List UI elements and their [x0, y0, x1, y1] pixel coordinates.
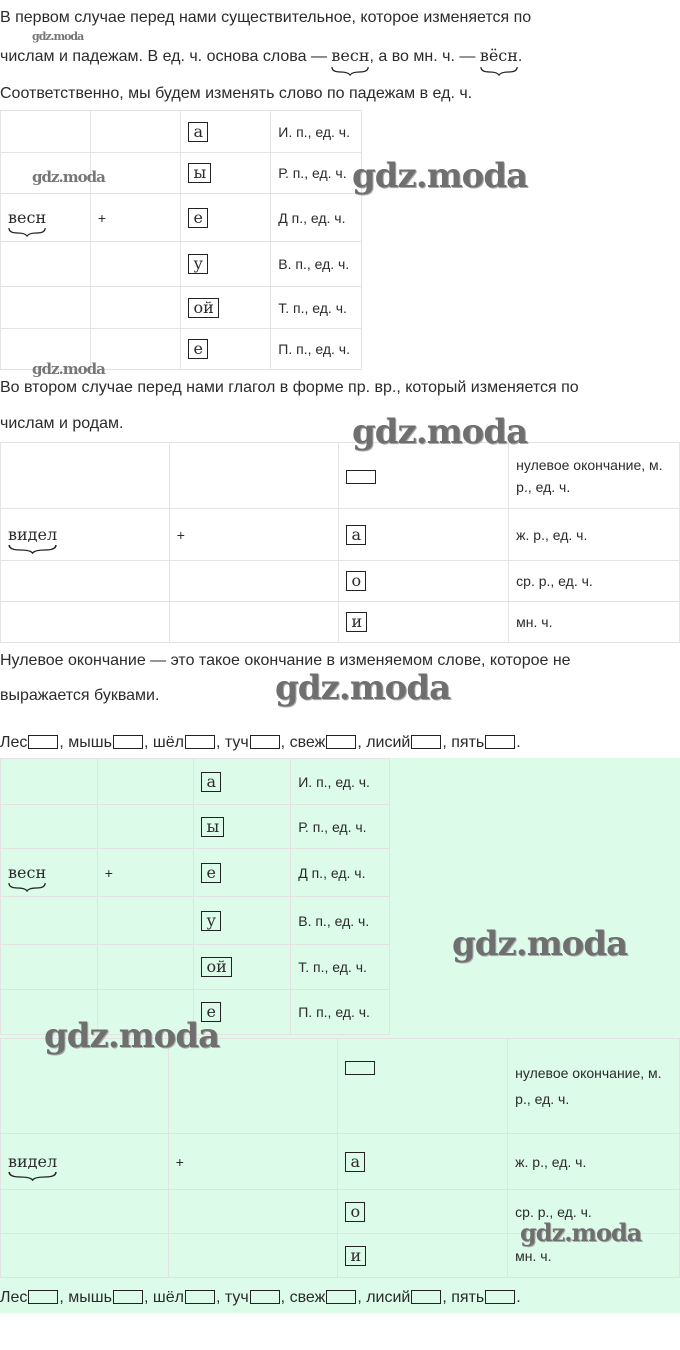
ending-box: у — [188, 254, 207, 274]
zero-ending-box — [345, 1061, 375, 1075]
sep: , — [215, 734, 225, 751]
stem-singular — [331, 46, 369, 66]
intro-line-3: Соответственно, мы будем изменять слово по падежам в ед. ч. — [0, 85, 473, 102]
ending-slot — [485, 1290, 515, 1304]
example-word: лисий — [366, 1289, 411, 1306]
sep: , — [215, 1289, 225, 1306]
intro-line-2-c: . — [517, 48, 523, 65]
ending-box: а — [346, 525, 366, 545]
zero-def-line-1: Нулевое окончание — это такое окончание в изменяемом слове, которое не — [0, 652, 571, 669]
verb-label: ж. р., ед. ч. — [509, 509, 680, 561]
example-word: свеж — [289, 734, 326, 751]
watermark: gdz.moda — [44, 1016, 220, 1056]
ending-slot — [326, 735, 356, 749]
verb-label: ср. р., ед. ч. — [508, 1190, 680, 1234]
table-row — [1, 194, 362, 242]
watermark: gdz.moda — [275, 668, 451, 708]
plus-sign: + — [97, 849, 194, 897]
table-row — [1, 111, 362, 153]
table-row — [1, 945, 390, 990]
sep: , — [442, 734, 452, 751]
ending-slot — [250, 1290, 280, 1304]
ending-slot — [326, 1290, 356, 1304]
table-row — [1, 759, 390, 805]
example-word: туч — [224, 1289, 249, 1306]
case-label: Д п., ед. ч. — [271, 194, 362, 242]
stem-plural — [480, 46, 518, 66]
case-label: Д п., ед. ч. — [291, 849, 390, 897]
case-label: И. п., ед. ч. — [291, 759, 390, 805]
case-label: П. п., ед. ч. — [271, 329, 362, 370]
watermark: gdz.moda — [32, 30, 84, 43]
sep: , — [442, 1289, 452, 1306]
watermark: gdz.moda — [352, 412, 528, 452]
ending-box: е — [188, 339, 207, 359]
case-label: Т. п., ед. ч. — [271, 287, 362, 329]
ending-box: ы — [201, 817, 224, 837]
ending-box: а — [188, 122, 208, 142]
intro-line-2-a: числам и падежам. В ед. ч. основа слова — — [0, 48, 327, 65]
case-label: В. п., ед. ч. — [291, 897, 390, 945]
ending-box: о — [346, 571, 366, 591]
table-row — [1, 509, 680, 561]
intro-line-1: В первом случае перед нами существительное, которое изменяется по — [0, 9, 532, 26]
verb-stem-text: видел — [8, 525, 58, 544]
sep: , — [59, 1289, 69, 1306]
ending-box: а — [201, 772, 221, 792]
zero-ending-box — [346, 470, 376, 484]
sep: , — [280, 1289, 290, 1306]
ending-box: и — [346, 612, 367, 632]
sep: , — [143, 734, 153, 751]
ending-box: е — [201, 863, 220, 883]
stem-arc-icon — [8, 882, 46, 892]
case-label: Р. п., ед. ч. — [291, 805, 390, 849]
sep: , — [357, 1289, 367, 1306]
noun-stem-text: весн — [8, 863, 47, 882]
ending-slot — [411, 735, 441, 749]
case-label: Т. п., ед. ч. — [291, 945, 390, 990]
answer-examples-line — [0, 1289, 521, 1307]
stem-singular-text: весн — [331, 46, 370, 65]
answer-noun-table — [0, 758, 390, 1035]
period: . — [516, 1289, 521, 1306]
verb-stem-text: видел — [8, 1152, 58, 1171]
ending-slot — [250, 735, 280, 749]
verb-label: мн. ч. — [509, 602, 680, 643]
example-word: мышь — [68, 734, 112, 751]
verb-label: ср. р., ед. ч. — [509, 561, 680, 602]
table-row — [1, 443, 680, 509]
intro-line-2 — [0, 46, 680, 67]
ending-box: и — [345, 1246, 366, 1266]
example-word: Лес — [0, 734, 28, 751]
example-word: Лес — [0, 1289, 28, 1306]
plus-sign: + — [169, 509, 339, 561]
example-word: шёл — [152, 1289, 184, 1306]
ending-slot — [28, 735, 58, 749]
verb-stem — [8, 1152, 57, 1171]
zero-def-line-2: выражается буквами. — [0, 687, 160, 704]
noun-stem — [8, 208, 46, 227]
ending-slot — [28, 1290, 58, 1304]
watermark: gdz.moda — [520, 1218, 642, 1247]
table-row — [1, 805, 390, 849]
ending-box: у — [201, 911, 220, 931]
plus-sign: + — [168, 1134, 338, 1190]
plus-sign: + — [90, 194, 181, 242]
ending-box: ой — [188, 298, 218, 318]
example-word: пять — [451, 734, 485, 751]
table-row — [1, 242, 362, 287]
watermark: gdz.moda — [352, 156, 528, 196]
ending-box: е — [201, 1002, 220, 1022]
verb-table — [0, 442, 680, 643]
ending-box: о — [345, 1202, 365, 1222]
noun-stem — [8, 863, 46, 882]
example-word: пять — [451, 1289, 485, 1306]
noun-table — [0, 110, 362, 370]
stem-arc-icon — [480, 66, 518, 76]
stem-arc-icon — [8, 544, 57, 554]
stem-arc-icon — [8, 1171, 57, 1181]
verb-label: нулевое окончание, м. р., ед. ч. — [508, 1039, 680, 1134]
table-row — [1, 602, 680, 643]
table-row — [1, 897, 390, 945]
example-word: туч — [224, 734, 249, 751]
verb-label: ж. р., ед. ч. — [508, 1134, 680, 1190]
ending-slot — [113, 735, 143, 749]
watermark: gdz.moda — [32, 360, 105, 378]
ending-box: а — [345, 1152, 365, 1172]
case-label: В. п., ед. ч. — [271, 242, 362, 287]
verb-stem — [8, 525, 57, 544]
noun-stem-text: весн — [8, 208, 47, 227]
ending-slot — [185, 735, 215, 749]
verb-intro-line-2: числам и родам. — [0, 415, 124, 432]
example-word: мышь — [68, 1289, 112, 1306]
table-row — [1, 561, 680, 602]
ending-slot — [411, 1290, 441, 1304]
ending-slot — [113, 1290, 143, 1304]
case-label: И. п., ед. ч. — [271, 111, 362, 153]
watermark: gdz.moda — [452, 924, 628, 964]
ending-box: ой — [201, 957, 231, 977]
ending-slot — [185, 1290, 215, 1304]
example-word: лисий — [366, 734, 411, 751]
watermark: gdz.moda — [32, 168, 105, 186]
sep: , — [143, 1289, 153, 1306]
case-label: П. п., ед. ч. — [291, 990, 390, 1035]
stem-plural-text: вёсн — [479, 46, 518, 65]
sep: , — [59, 734, 69, 751]
stem-arc-icon — [331, 66, 369, 76]
verb-label: нулевое окончание, м. р., ед. ч. — [509, 443, 680, 509]
ending-box: е — [188, 208, 207, 228]
case-label: Р. п., ед. ч. — [271, 153, 362, 194]
examples-line — [0, 734, 521, 752]
intro-line-2-b: , а во мн. ч. — — [369, 48, 476, 65]
table-row — [1, 849, 390, 897]
stem-arc-icon — [8, 227, 46, 237]
example-word: свеж — [289, 1289, 326, 1306]
verb-intro-line-1: Во втором случае перед нами глагол в форме пр. вр., который изменяется по — [0, 379, 579, 396]
sep: , — [280, 734, 290, 751]
table-row — [1, 287, 362, 329]
table-row — [1, 1134, 680, 1190]
sep: , — [357, 734, 367, 751]
example-word: шёл — [152, 734, 184, 751]
ending-box: ы — [188, 163, 211, 183]
verb-label: мн. ч. — [508, 1234, 680, 1278]
period: . — [516, 734, 521, 751]
ending-slot — [485, 735, 515, 749]
